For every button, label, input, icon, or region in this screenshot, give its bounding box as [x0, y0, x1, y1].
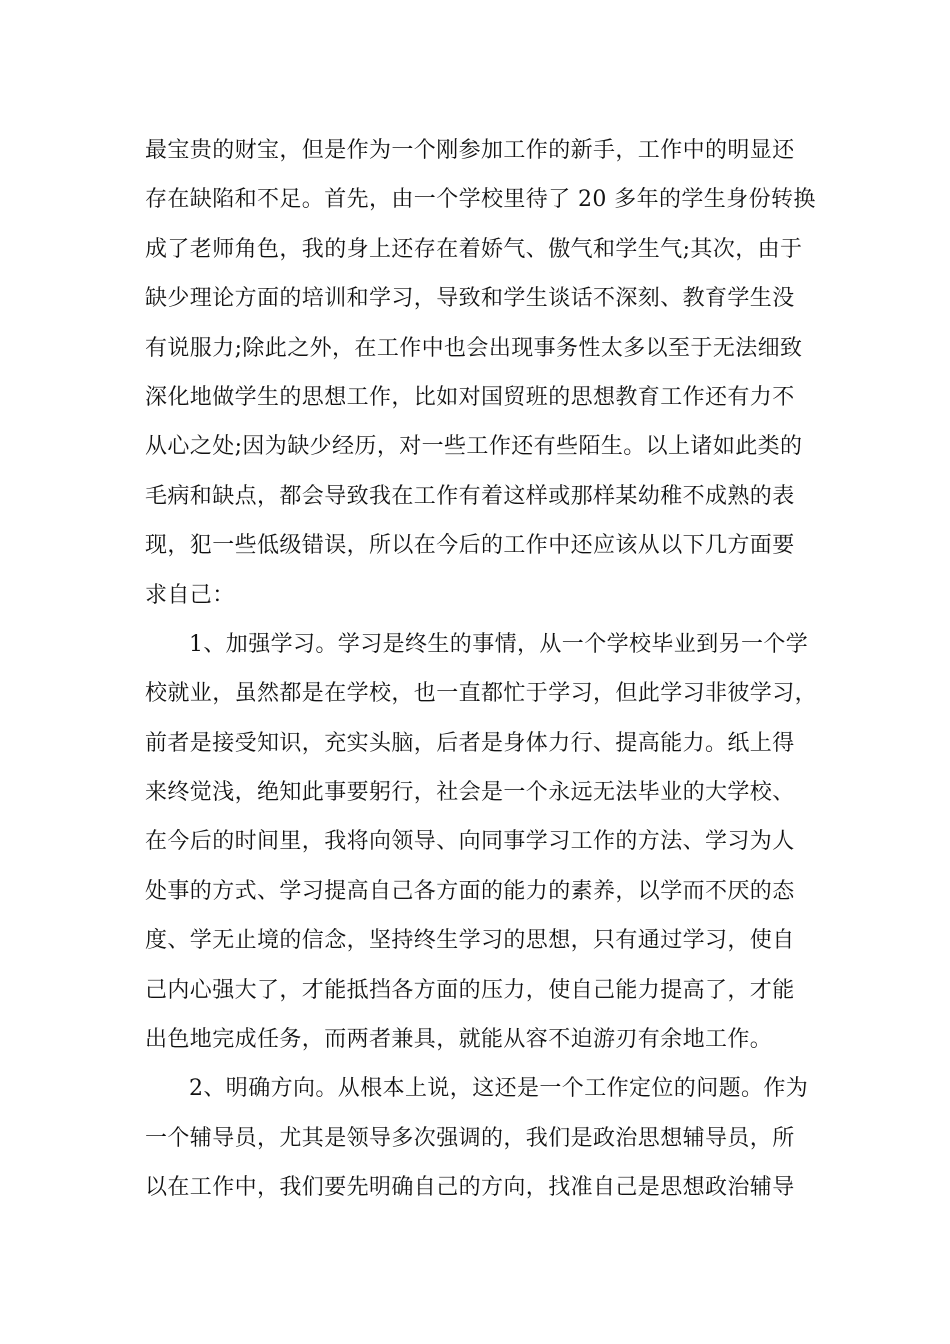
text-line: 出色地完成任务，而两者兼具，就能从容不迫游刃有余地工作。	[145, 1027, 773, 1053]
text-line: 最宝贵的财宝，但是作为一个刚参加工作的新手，工作中的明显还	[145, 138, 795, 163]
text-line: 前者是接受知识，充实头脑，后者是身体力行、提高能力。纸上得	[145, 730, 795, 756]
text-line: 1、加强学习。学习是终生的事情，从一个学校毕业到另一个学	[189, 631, 809, 657]
text-line: 在今后的时间里，我将向领导、向同事学习工作的方法、学习为人	[145, 829, 795, 855]
text-line: 有说服力;除此之外，在工作中也会出现事务性太多以至于无法细致	[145, 335, 803, 361]
text-line: 以在工作中，我们要先明确自己的方向，找准自己是思想政治辅导	[145, 1175, 795, 1201]
text-line: 2、明确方向。从根本上说，这还是一个工作定位的问题。作为	[189, 1076, 809, 1102]
text-line: 校就业，虽然都是在学校，也一直都忙于学习，但此学习非彼学习，	[145, 681, 818, 707]
text-line: 现，犯一些低级错误，所以在今后的工作中还应该从以下几方面要	[145, 533, 795, 559]
text-line: 度、学无止境的信念，坚持终生学习的思想，只有通过学习，使自	[145, 928, 795, 954]
text-line: 来终觉浅，绝知此事要躬行，社会是一个永远无法毕业的大学校、	[145, 780, 795, 806]
document-body	[145, 126, 825, 1213]
text-line: 从心之处;因为缺少经历，对一些工作还有些陌生。以上诸如此类的	[145, 434, 803, 460]
text-line: 一个辅导员，尤其是领导多次强调的，我们是政治思想辅导员，所	[145, 1125, 795, 1151]
text-line: 缺少理论方面的培训和学习，导致和学生谈话不深刻、教育学生没	[145, 286, 795, 312]
text-line: 己内心强大了，才能抵挡各方面的压力，使自己能力提高了，才能	[145, 977, 795, 1003]
text-line: 毛病和缺点，都会导致我在工作有着这样或那样某幼稚不成熟的表	[145, 483, 795, 509]
text-line: 处事的方式、学习提高自己各方面的能力的素养，以学而不厌的态	[145, 878, 795, 904]
text-line: 求自己：	[145, 582, 235, 608]
text-line: 深化地做学生的思想工作，比如对国贸班的思想教育工作还有力不	[145, 384, 795, 410]
text-line: 存在缺陷和不足。首先，由一个学校里待了 20 多年的学生身份转换	[145, 187, 816, 213]
text-line: 成了老师角色，我的身上还存在着娇气、傲气和学生气;其次，由于	[145, 236, 803, 262]
